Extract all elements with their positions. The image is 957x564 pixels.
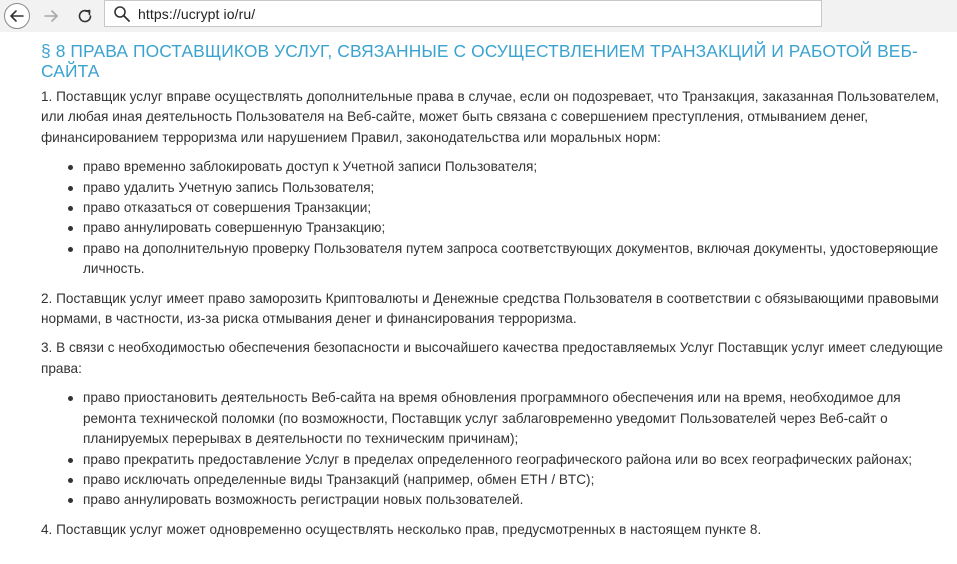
list-item: право временно заблокировать доступ к Учетной записи Пользователя; [83,157,946,177]
reload-icon [76,7,94,25]
list-item: право на дополнительную проверку Пользователя путем запроса соответствующих документов, включая документы, удостоверяющие личность. [83,239,946,280]
url-text: https://ucrypt io/ru/ [138,6,256,22]
paragraph-3: 3. В связи с необходимостью обеспечения безопасности и высочайшего качества предоставляемых Услуг Поставщик услуг имеет следующие права: [41,340,943,376]
list-item: право прекратить предоставление Услуг в пределах определенного географического района или во всех географических районах; [83,450,946,470]
rights-list-2 [41,388,946,510]
forward-button[interactable] [38,3,64,29]
arrow-right-icon [43,8,59,24]
back-button[interactable] [4,3,30,29]
browser-toolbar [0,0,957,32]
list-item: право аннулировать совершенную Транзакцию; [83,218,946,238]
search-icon [113,5,131,23]
rights-list-1 [41,157,946,279]
list-item: право исключать определенные виды Транзакций (например, обмен ETH / BTC); [83,470,946,490]
address-bar[interactable] [104,0,822,27]
page-content [41,41,946,549]
paragraph-4: 4. Поставщик услуг может одновременно осуществлять несколько прав, предусмотренных в настоящем пункте 8. [41,521,762,537]
section-title: § 8 ПРАВА ПОСТАВЩИКОВ УСЛУГ, СВЯЗАННЫЕ С ОСУЩЕСТВЛЕНИЕМ ТРАНЗАКЦИЙ И РАБОТОЙ ВЕБ-САЙТА [41,41,918,81]
list-item: право аннулировать возможность регистрации новых пользователей. [83,490,946,510]
arrow-left-icon [9,8,25,24]
paragraph-1: 1. Поставщик услуг вправе осуществлять дополнительные права в случае, если он подозревает, что Транзакция, заказанная Пользователем, или любая иная деятельность Пользователя на Веб-сайте, может быть связана с совершением преступления, отмыванием денег, финансированием терроризма или нарушением Правил, законодательства или моральных норм: [41,89,940,145]
reload-button[interactable] [72,3,98,29]
list-item: право отказаться от совершения Транзакции; [83,198,946,218]
list-item: право удалить Учетную запись Пользователя; [83,178,946,198]
paragraph-2: 2. Поставщик услуг имеет право заморозить Криптовалюты и Денежные средства Пользователя в соответствии с обязывающими правовыми нормами, в частности, из-за риска отмывания денег и финансирования терроризма. [41,290,939,327]
list-item: право приостановить деятельность Веб-сайта на время обновления программного обеспечения или на время, необходимое для ремонта технической поломки (по возможности, Поставщик услуг заблаговременно уведомит Пользователей через Веб-сайт о планируемых перерывах в деятельности по техническим причинам); [83,388,946,449]
